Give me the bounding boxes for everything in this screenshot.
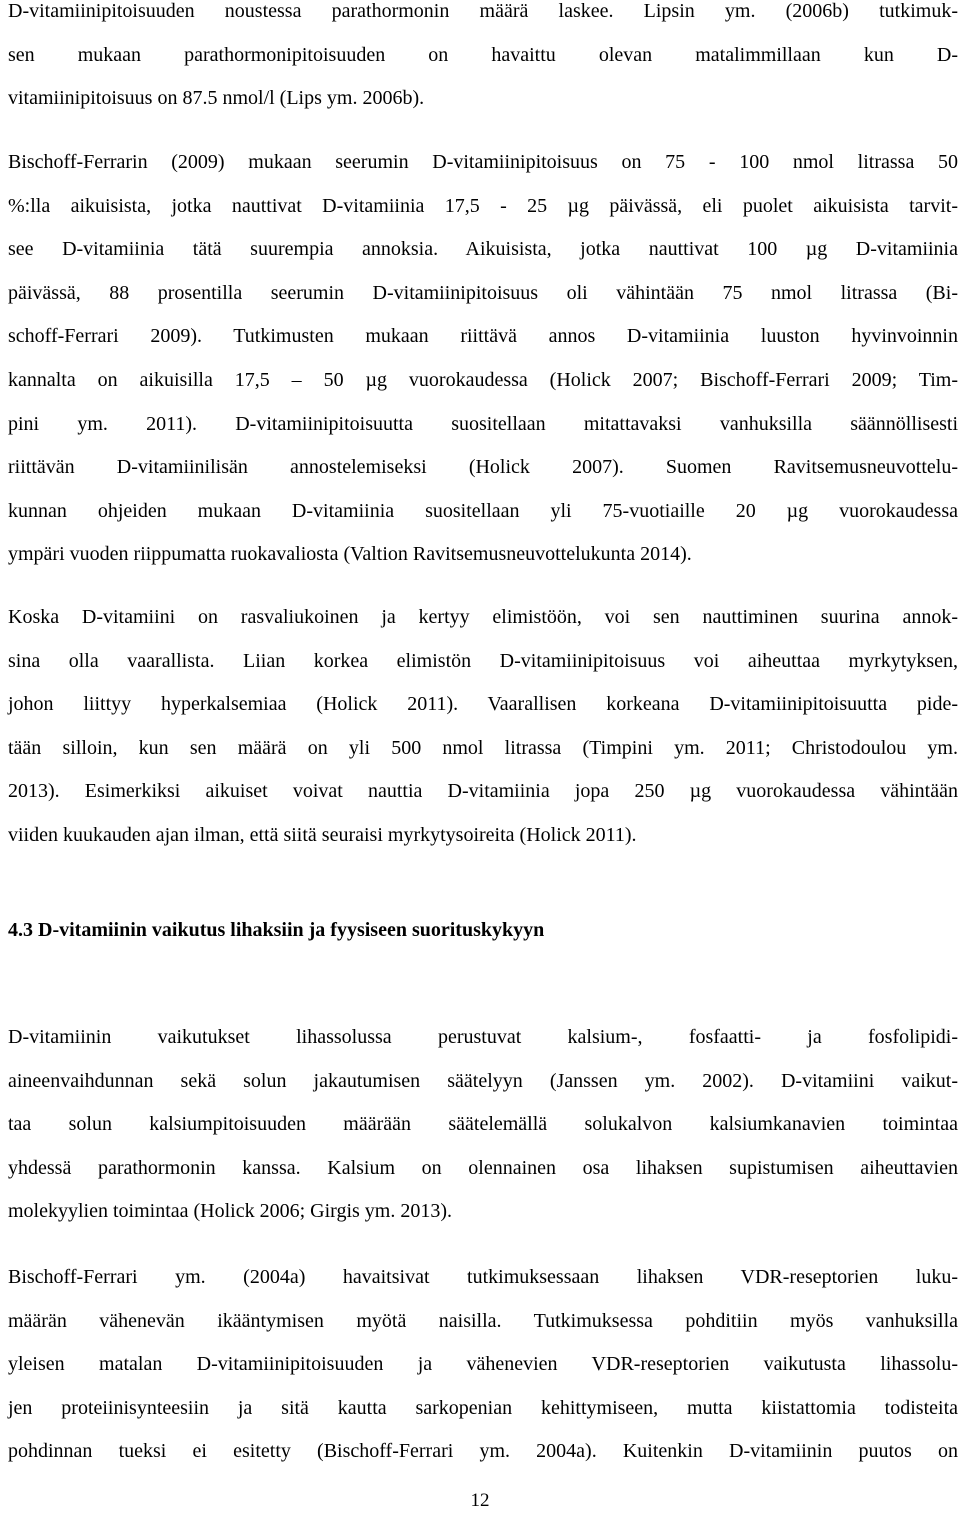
text-line: riittävän D-vitamiinilisän annostelemiseksi (Holick 2007). Suomen Ravitsemusneuvottelu- bbox=[8, 456, 958, 479]
text-line: aineenvaihdunnan sekä solun jakautumisen säätelyyn (Janssen ym. 2002). D-vitamiini vaikut- bbox=[8, 1069, 958, 1092]
text-line: yleisen matalan D-vitamiinipitoisuuden ja vähenevien VDR-reseptorien vaikutusta lihassolu- bbox=[8, 1353, 958, 1376]
text-line: johon liittyy hyperkalsemiaa (Holick 2011). Vaarallisen korkeana D-vitamiinipitoisuutta pide- bbox=[8, 693, 958, 716]
text-line: ympäri vuoden riippumatta ruokavaliosta (Valtion Ravitsemusneuvottelukunta 2014). bbox=[8, 543, 692, 566]
text-line: sen mukaan parathormonipitoisuuden on havaittu olevan matalimmillaan kun D- bbox=[8, 43, 958, 66]
page-number: 12 bbox=[470, 1490, 490, 1511]
text-line: vitamiinipitoisuus on 87.5 nmol/l (Lips ym. 2006b). bbox=[8, 87, 425, 110]
text-line: Koska D-vitamiini on rasvaliukoinen ja kertyy elimistöön, voi sen nauttiminen suurina annok- bbox=[8, 606, 958, 628]
text-line: see D-vitamiinia tätä suurempia annoksia. Aikuisista, jotka nauttivat 100 µg D-vitamiinia bbox=[8, 238, 958, 261]
text-line: Bischoff-Ferrari ym. (2004a) havaitsivat tutkimuksessaan lihaksen VDR-reseptorien luku- bbox=[8, 1266, 958, 1288]
text-line: taa solun kalsiumpitoisuuden määrään säätelemällä solukalvon kalsiumkanavien toimintaa bbox=[8, 1113, 958, 1136]
paragraph-vdr-receptors bbox=[8, 1266, 958, 1484]
text-line: yhdessä parathormonin kanssa. Kalsium on olennainen osa lihaksen supistumisen aiheuttavien bbox=[8, 1156, 958, 1179]
text-line: D-vitamiinipitoisuuden noustessa parathormonin määrä laskee. Lipsin ym. (2006b) tutkimuk- bbox=[8, 0, 958, 22]
text-line: 2013). Esimerkiksi aikuiset voivat nauttia D-vitamiinia jopa 250 µg vuorokaudessa vähintään bbox=[8, 780, 958, 803]
text-line: viiden kuukauden ajan ilman, että siitä seuraisi myrkytysoireita (Holick 2011). bbox=[8, 823, 637, 846]
paragraph-serum-levels bbox=[8, 151, 958, 587]
text-line: molekyylien toimintaa (Holick 2006; Girgis ym. 2013). bbox=[8, 1200, 453, 1223]
text-line: jen proteiinisynteesiin ja sitä kautta sarkopenian kehittymiseen, mutta kiistattomia todisteita bbox=[8, 1396, 958, 1419]
text-line: D-vitamiinin vaikutukset lihassolussa perustuvat kalsium-, fosfaatti- ja fosfolipidi- bbox=[8, 1026, 958, 1048]
text-line: tään silloin, kun sen määrä on yli 500 nmol litrassa (Timpini ym. 2011; Christodoulou ym. bbox=[8, 736, 958, 759]
text-line: sina olla vaarallista. Liian korkea elimistön D-vitamiinipitoisuus voi aiheuttaa myrkytyksen, bbox=[8, 649, 958, 672]
section-heading: 4.3 D-vitamiinin vaikutus lihaksiin ja fyysiseen suorituskykyyn bbox=[8, 919, 545, 941]
text-line: kunnan ohjeiden mukaan D-vitamiinia suositellaan yli 75-vuotiaille 20 µg vuorokaudessa bbox=[8, 499, 958, 522]
paragraph-muscle-cell bbox=[8, 1026, 958, 1244]
text-line: kannalta on aikuisilla 17,5 – 50 µg vuorokaudessa (Holick 2007; Bischoff-Ferrari 2009; Tim- bbox=[8, 368, 958, 391]
paragraph-toxicity bbox=[8, 606, 958, 868]
text-line: päivässä, 88 prosentilla seerumin D-vitamiinipitoisuus oli vähintään 75 nmol litrassa (Bi- bbox=[8, 281, 958, 304]
text-line: Bischoff-Ferrarin (2009) mukaan seerumin D-vitamiinipitoisuus on 75 - 100 nmol litrassa 50 bbox=[8, 151, 958, 173]
text-line: pini ym. 2011). D-vitamiinipitoisuutta suositellaan mitattavaksi vanhuksilla säännöllisesti bbox=[8, 412, 958, 435]
text-line: %:lla aikuisista, jotka nauttivat D-vitamiinia 17,5 - 25 µg päivässä, eli puolet aikuisista tarvit- bbox=[8, 194, 958, 217]
text-line: schoff-Ferrari 2009). Tutkimusten mukaan riittävä annos D-vitamiinia luuston hyvinvoinnin bbox=[8, 325, 958, 348]
text-line: määrän vähenevän ikääntymisen myötä naisilla. Tutkimuksessa pohditiin myös vanhuksilla bbox=[8, 1309, 958, 1332]
paragraph-pth bbox=[8, 0, 958, 131]
text-line: pohdinnan tueksi ei esitetty (Bischoff-Ferrari ym. 2004a). Kuitenkin D-vitamiinin puutos on bbox=[8, 1440, 958, 1463]
